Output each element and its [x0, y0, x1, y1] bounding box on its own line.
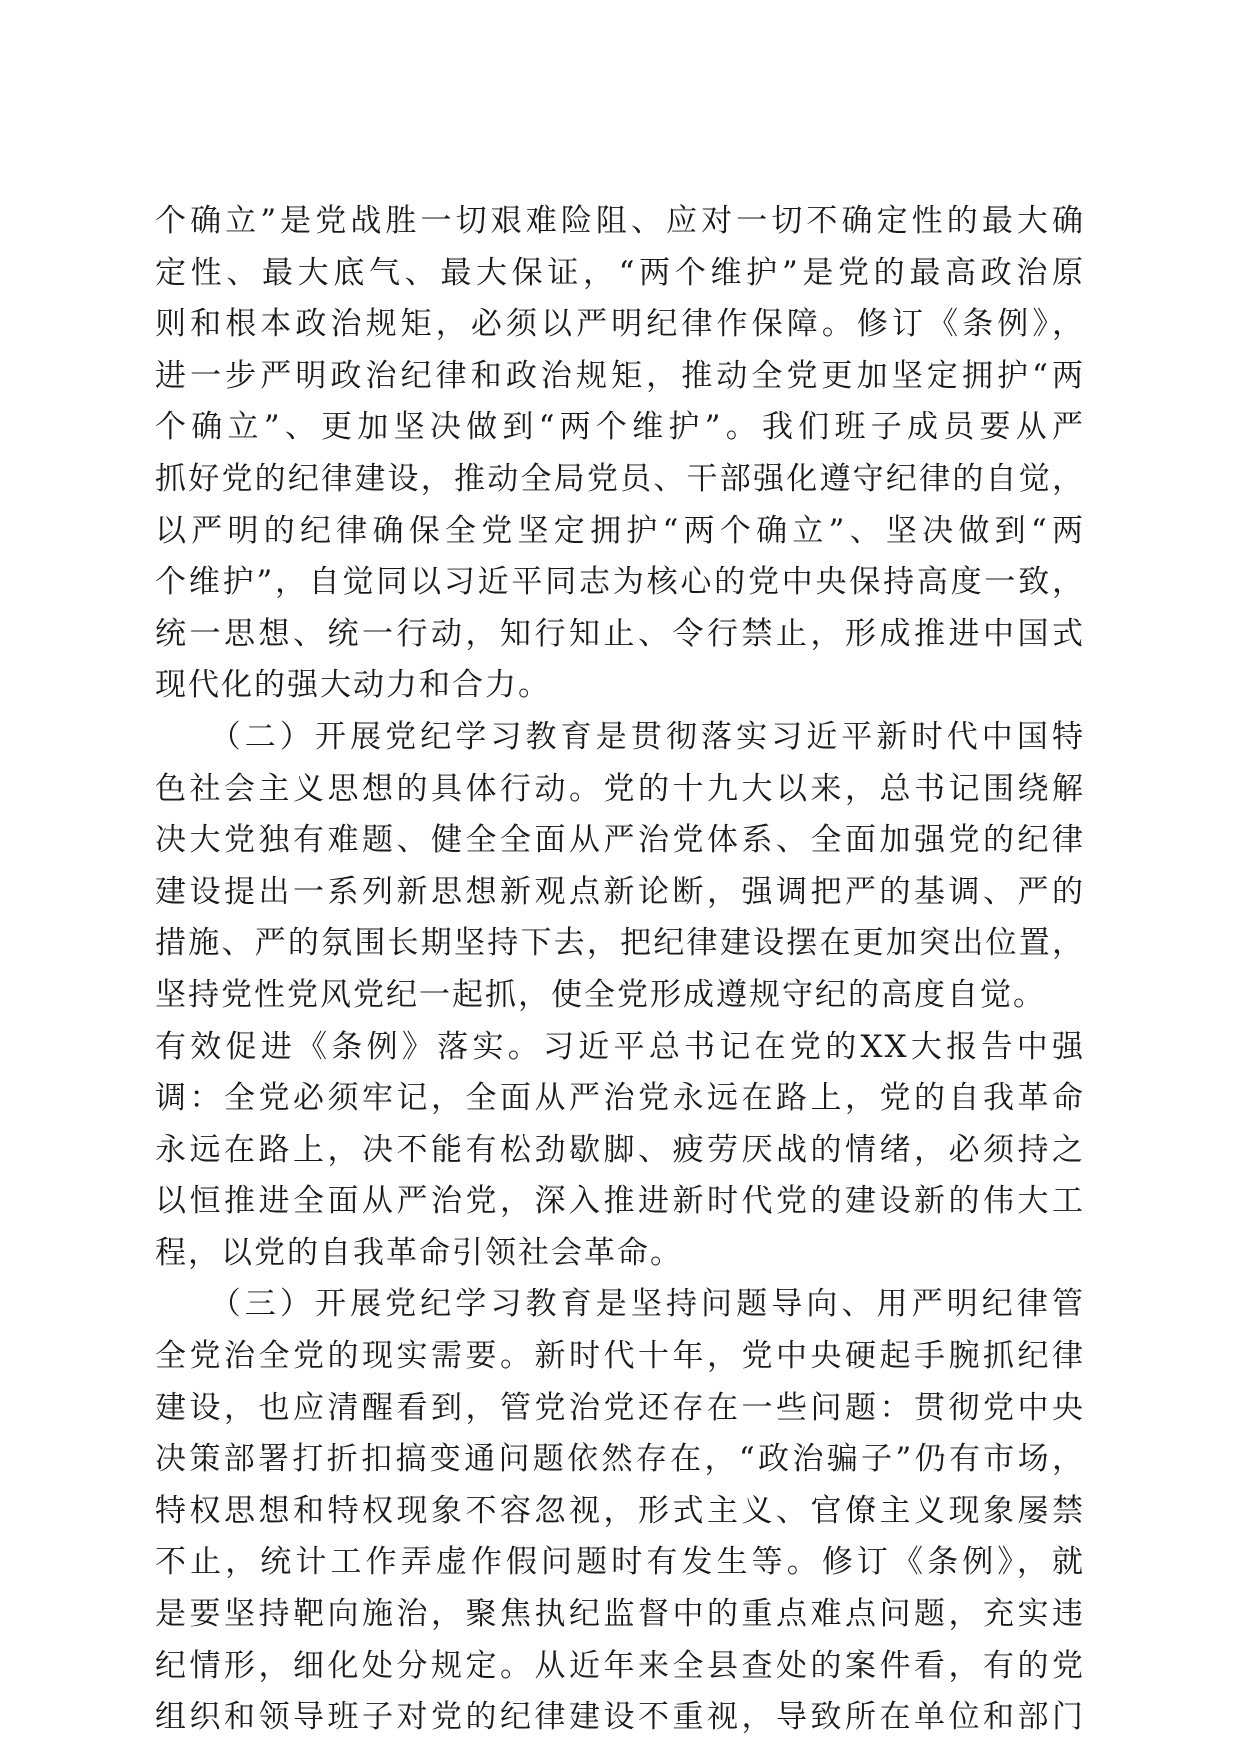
text-line: 措施、严的氛围长期坚持下去，把纪律建设摆在更加突出位置，: [155, 925, 1085, 962]
text-line: 个维护”，自觉同以习近平同志为核心的党中央保持高度一致，: [155, 564, 1085, 601]
text-line: 永远在路上，决不能有松劲歇脚、疲劳厌战的情绪，必须持之: [155, 1131, 1085, 1168]
text-line: 建设，也应清醒看到，管党治党还存在一些问题：贯彻党中央: [155, 1389, 1085, 1426]
text-line: 纪情形，细化处分规定。从近年来全县查处的案件看，有的党: [155, 1647, 1085, 1684]
text-line: 建设提出一系列新思想新观点新论断，强调把严的基调、严的: [155, 873, 1085, 910]
text-line: 不止，统计工作弄虚作假问题时有发生等。修订《条例》，就: [155, 1544, 1085, 1581]
paragraph-end-line: 现代化的强大动力和合力。: [155, 667, 551, 704]
text-line: 进一步严明政治纪律和政治规矩，推动全党更加坚定拥护“两: [155, 357, 1085, 394]
paragraph-end-line: 程，以党的自我革命引领社会革命。: [155, 1234, 683, 1271]
text-line: 以恒推进全面从严治党，深入推进新时代党的建设新的伟大工: [155, 1183, 1085, 1220]
text-line: 特权思想和特权现象不容忽视，形式主义、官僚主义现象屡禁: [155, 1492, 1085, 1529]
text-line: 有效促进《条例》落实。习近平总书记在党的XX大报告中强: [155, 1028, 1085, 1065]
section-three-heading-line: （三）开展党纪学习教育是坚持问题导向、用严明纪律管: [155, 1286, 1085, 1323]
text-line: 是要坚持靶向施治，聚焦执纪监督中的重点难点问题，充实违: [155, 1596, 1085, 1633]
text-line: 个确立”是党战胜一切艰难险阻、应对一切不确定性的最大确: [155, 203, 1085, 239]
text-line: 组织和领导班子对党的纪律建设不重视，导致所在单位和部门: [155, 1699, 1085, 1736]
text-line: 坚持党性党风党纪一起抓，使全党形成遵规守纪的高度自觉。: [155, 976, 1046, 1013]
text-line: 全党治全党的现实需要。新时代十年，党中央硬起手腕抓纪律: [155, 1338, 1085, 1375]
text-line: 决策部署打折扣搞变通问题依然存在，“政治骗子”仍有市场，: [155, 1441, 1085, 1478]
text-line: 个确立”、更加坚决做到“两个维护”。我们班子成员要从严: [155, 409, 1085, 446]
text-line: 决大党独有难题、健全全面从严治党体系、全面加强党的纪律: [155, 822, 1085, 859]
section-two-heading-line: （二）开展党纪学习教育是贯彻落实习近平新时代中国特: [155, 718, 1085, 755]
text-line: 定性、最大底气、最大保证，“两个维护”是党的最高政治原: [155, 254, 1085, 291]
text-line: 以严明的纪律确保全党坚定拥护“两个确立”、坚决做到“两: [155, 512, 1085, 549]
body-text: [155, 196, 1085, 1744]
text-line: 调：全党必须牢记，全面从严治党永远在路上，党的自我革命: [155, 1080, 1085, 1117]
text-line: 色社会主义思想的具体行动。党的十九大以来，总书记围绕解: [155, 770, 1085, 807]
text-line: 抓好党的纪律建设，推动全局党员、干部强化遵守纪律的自觉，: [155, 460, 1085, 497]
text-line: 统一思想、统一行动，知行知止、令行禁止，形成推进中国式: [155, 615, 1085, 652]
text-line: 则和根本政治规矩，必须以严明纪律作保障。修订《条例》，: [155, 306, 1085, 343]
